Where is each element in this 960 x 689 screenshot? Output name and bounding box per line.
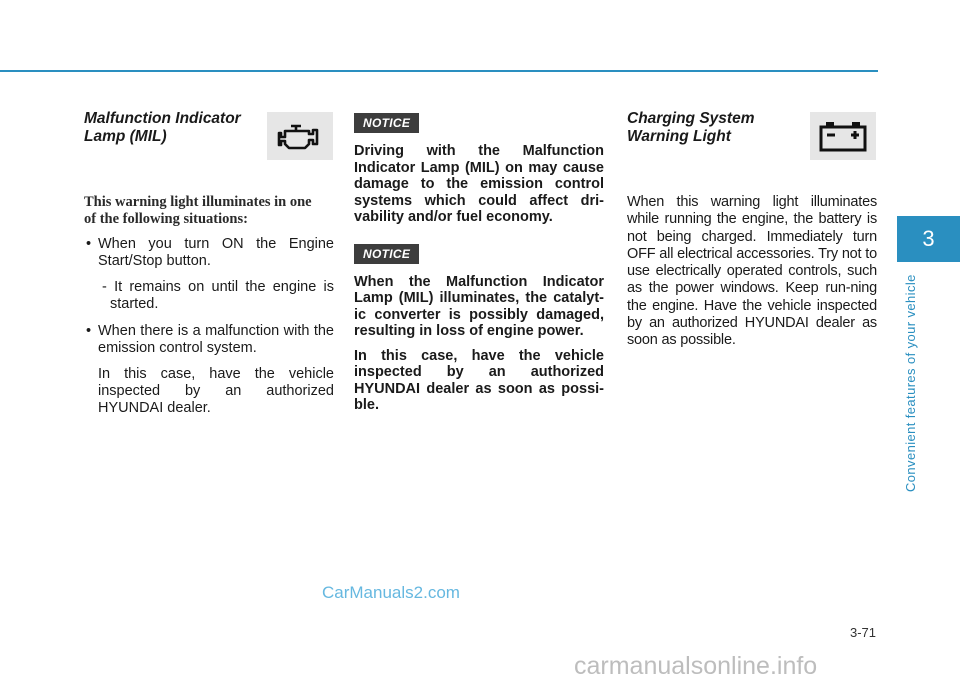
bullet-text: When there is a malfunction with the emission control system. <box>98 323 334 357</box>
notice-badge: NOTICE <box>354 244 419 264</box>
mil-bullet-list <box>84 236 334 418</box>
mil-icon-box <box>267 112 333 160</box>
page-number: 3-71 <box>850 625 877 640</box>
bullet-mark: • <box>86 323 92 340</box>
engine-check-icon <box>277 119 323 153</box>
header-rule <box>0 70 878 72</box>
list-item <box>84 323 334 417</box>
bullet-subtext: - It remains on until the engine is started. <box>102 278 334 312</box>
battery-icon <box>817 119 869 153</box>
watermark-link[interactable]: CarManuals2.com <box>322 583 460 602</box>
charging-title: Charging System Warning Light <box>627 110 755 145</box>
watermark-footer: carmanualsonline.info <box>574 652 818 680</box>
notice-badge: NOTICE <box>354 113 419 133</box>
charging-icon-box <box>810 112 876 160</box>
bullet-paragraph: In this case, have the vehicle inspected by an authorized HYUNDAI dealer. <box>98 365 334 417</box>
notice-text: Driving with the Malfunction Indicator Lamp (MIL) on may cause damage to the emission control systems which could affect dri-vability and/or fuel economy. <box>354 143 604 225</box>
notice-section <box>354 113 604 414</box>
charging-section <box>627 110 877 350</box>
bullet-mark: • <box>86 236 92 252</box>
list-item <box>84 236 334 313</box>
notice-text: When the Malfunction Indicator Lamp (MIL) illuminates, the catalyt-ic converter is possibly damaged, resulting in loss of engine power. <box>354 273 604 339</box>
chapter-side-label <box>899 270 923 500</box>
charging-text: When this warning light illuminates while running the engine, the battery is not being charged. Immediately turn OFF all electrical accessories. Try not to use electrically operated controls, such as the power windows. Keep run-ning the engine. Have the vehicle inspected by an authorized HYUNDAI dealer as soon as possible. <box>627 194 877 349</box>
mil-section <box>84 110 334 428</box>
notice-text: In this case, have the vehicle inspected by an authorized HYUNDAI dealer as soon as possi-ble. <box>354 347 604 413</box>
mil-heading: This warning light illuminates in one of the following situations: <box>84 194 312 227</box>
chapter-tab: 3 <box>897 216 960 262</box>
mil-title: Malfunction Indicator Lamp (MIL) <box>84 110 241 145</box>
chapter-label: Convenient features of your vehicle <box>903 274 918 492</box>
bullet-text: When you turn ON the Engine Start/Stop button. <box>98 236 334 270</box>
